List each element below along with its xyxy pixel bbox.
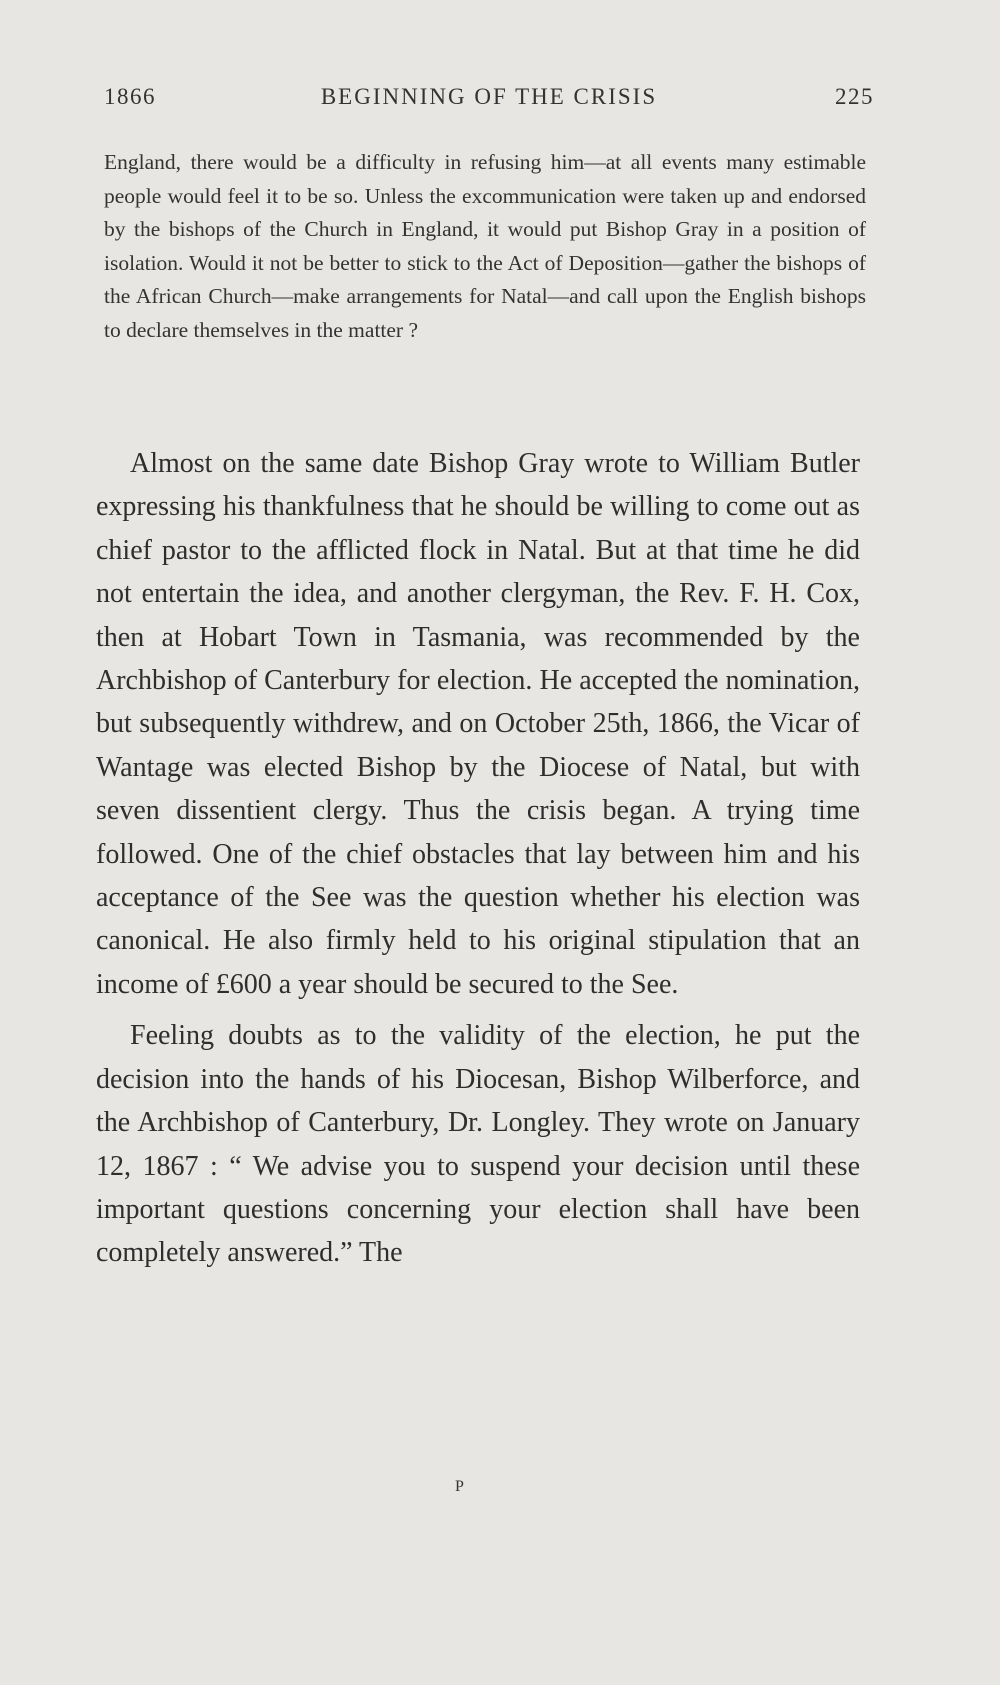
page-number: 225 [835, 84, 874, 109]
paragraph-2: Feeling doubts as to the validity of the election, he put the decision into the hands of his Diocesan, Bishop Wilberforce, and the Archbishop of Canterbury, Dr. Longley. They wrote on January 12, 1867 : “ We advise you to suspend your decision until these important questions concerning your election shall have been completely answered.” The [96, 1020, 860, 1269]
main-text [96, 442, 860, 1275]
quoted-passage: England, there would be a difficulty in refusing him—at all events many estimable people would feel it to be so. Unless the excommunication were taken up and endorsed by the bishops of the Church in England, it would put Bishop Gray in a position of isolation. Would it not be better to stick to the Act of Deposition—gather the bishops of the African Church—make arrangements for Natal—and call upon the English bishops to declare themselves in the matter ? [104, 150, 866, 342]
chapter-title: BEGINNING OF THE CRISIS [320, 84, 658, 109]
paragraph-1: Almost on the same date Bishop Gray wrote to William Butler expressing his thankfulness that he should be willing to come out as chief pastor to the afflicted flock in Natal. But at that time he did not entertain the idea, and another clergyman, the Rev. F. H. Cox, then at Hobart Town in Tasmania, was recommended by the Archbishop of Canterbury for election. He accepted the nomination, but subsequently withdrew, and on October 25th, 1866, the Vicar of Wantage was elected Bishop by the Diocese of Natal, but with seven dissentient clergy. Thus the crisis began. A trying time followed. One of the chief obstacles that lay between him and his acceptance of the See was the question whether his election was canonical. He also firmly held to his original stipulation that an income of £600 a year should be secured to the See. [96, 448, 860, 1000]
header-year: 1866 [104, 84, 156, 109]
running-head [104, 84, 874, 116]
signature-mark: P [455, 1478, 465, 1495]
